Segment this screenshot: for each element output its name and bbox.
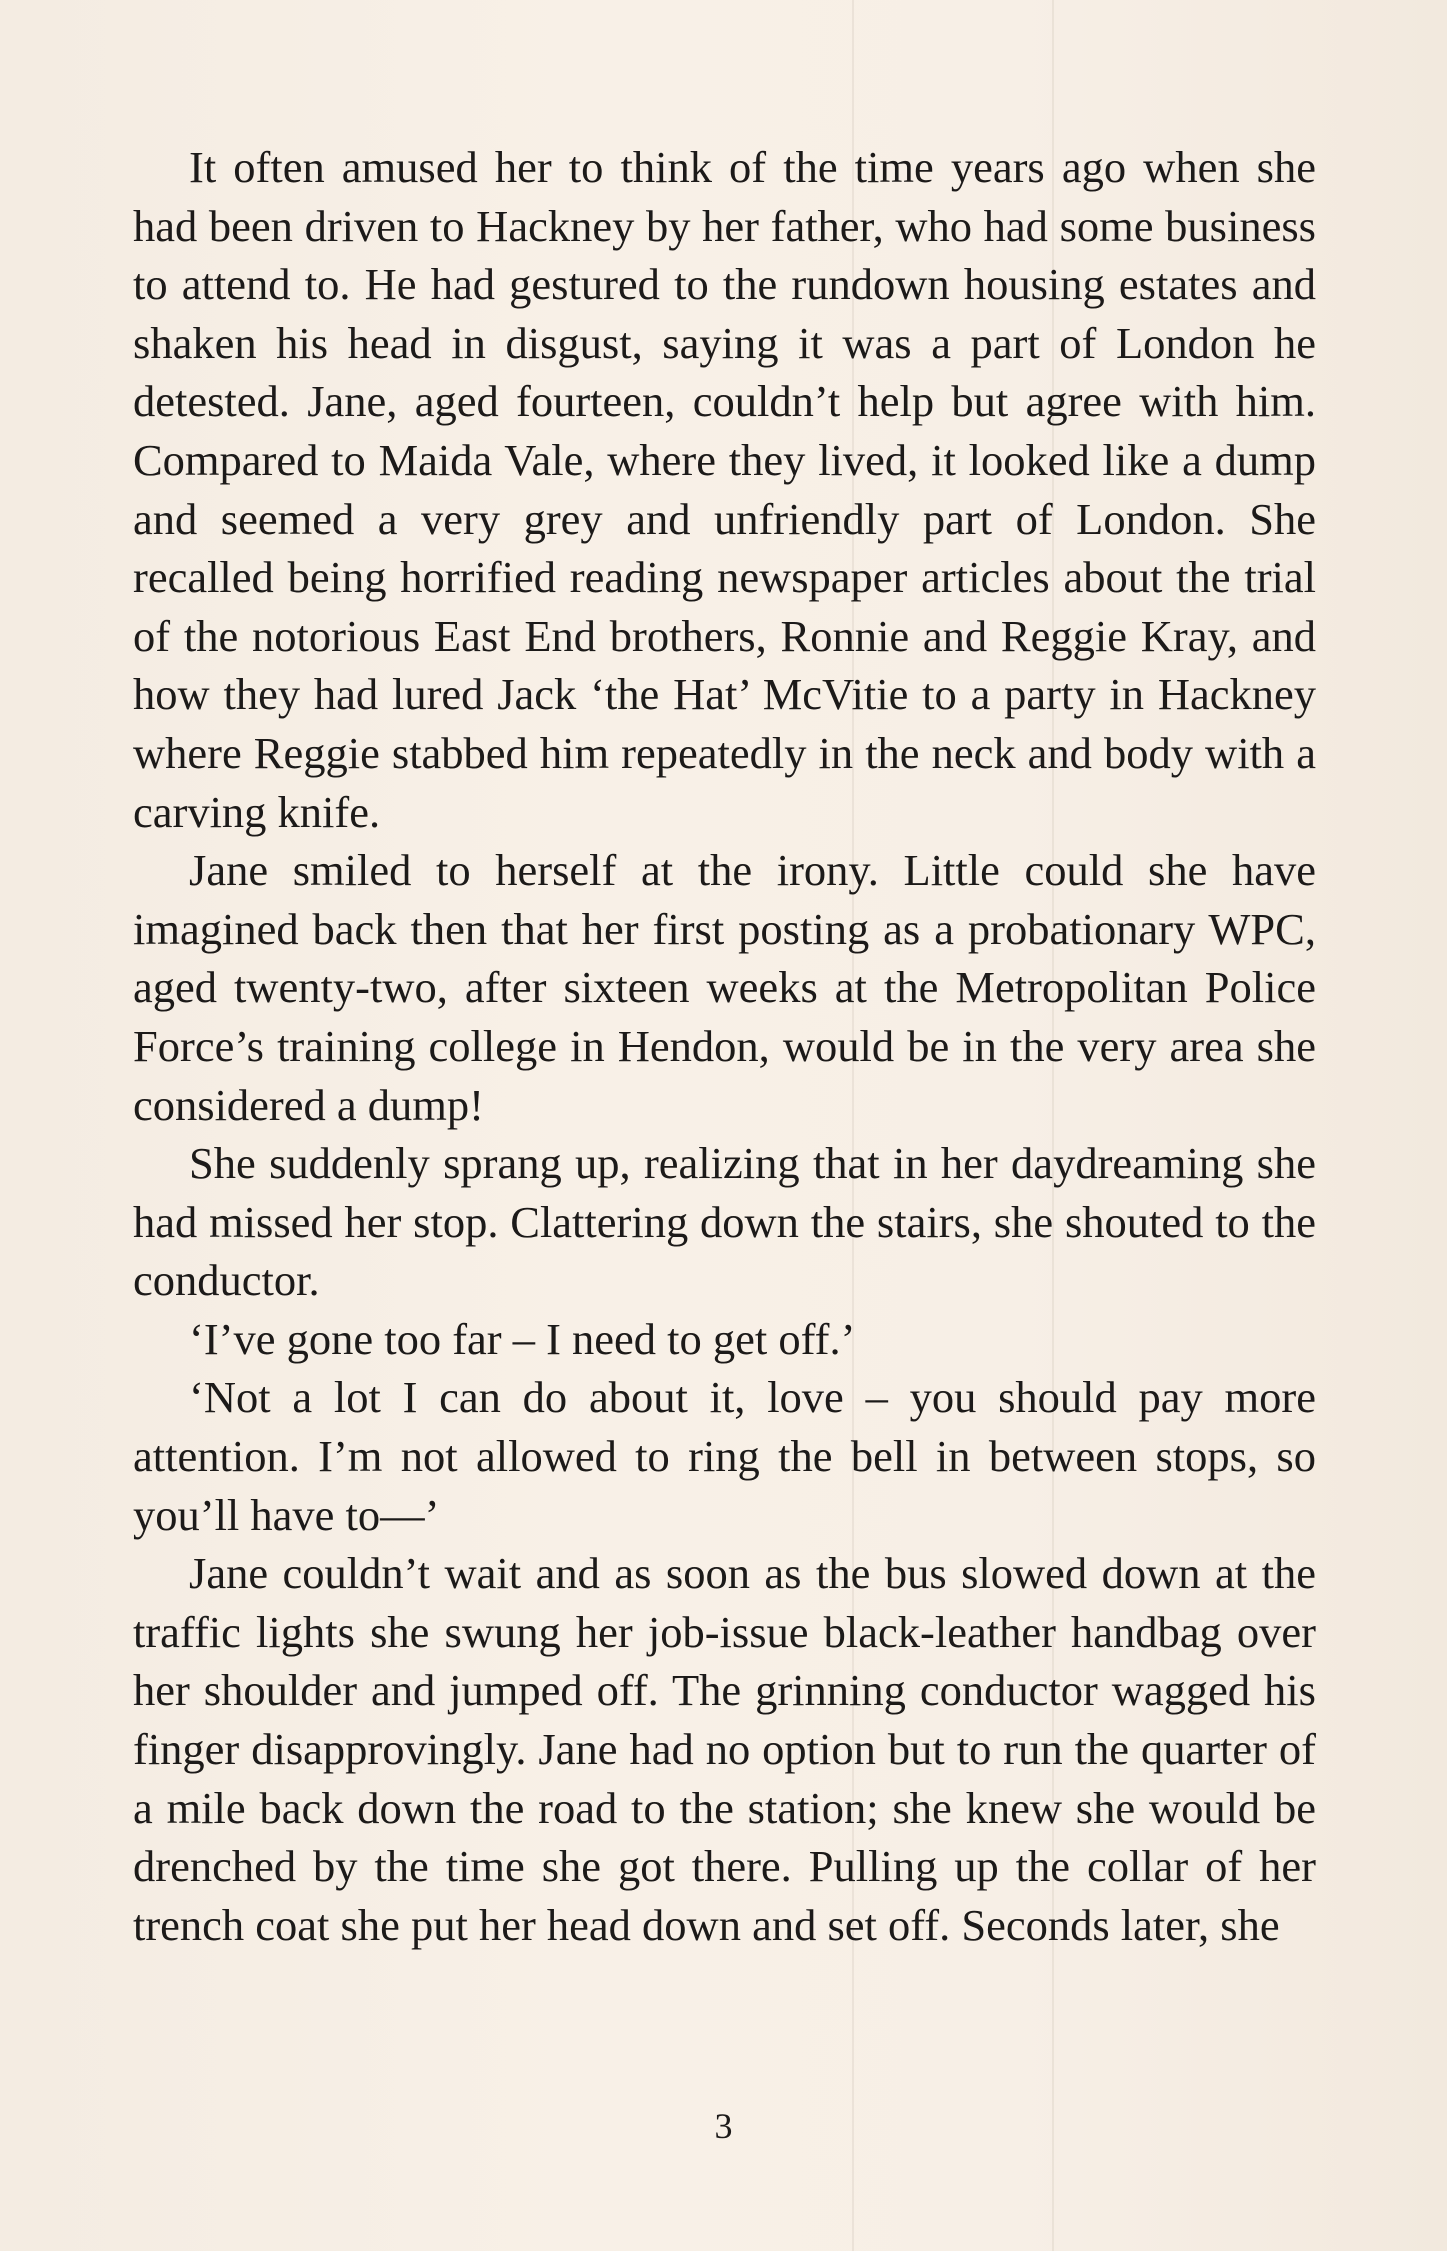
paragraph-2: Jane smiled to herself at the irony. Little could she have imagined back then that her first posting as a probationary WPC, aged twenty-two, after sixteen weeks at the Metropolitan Police Force’s training college in Hendon, would be in the very area she considered a dump! — [133, 845, 1316, 1130]
paragraph-3: She suddenly sprang up, realizing that in her daydreaming she had missed her stop. Clattering down the stairs, she shouted to the conductor. — [133, 1138, 1316, 1306]
paragraph-5: ‘Not a lot I can do about it, love – you should pay more attention. I’m not allowed to ring the bell in between stops, so you’ll have to—’ — [133, 1372, 1316, 1540]
body-text — [133, 138, 1316, 1954]
paragraph-6: Jane couldn’t wait and as soon as the bus slowed down at the traffic lights she swung her job-issue black-leather handbag over her shoulder and jumped off. The grinning conductor wagged his finger disapprovingly. Jane had no option but to run the quarter of a mile back down the road to the station; she knew she would be drenched by the time she got there. Pulling up the collar of her trench coat she put her head down and set off. Seconds later, she — [133, 1548, 1316, 1950]
paragraph-4: ‘I’ve gone too far – I need to get off.’ — [189, 1313, 856, 1364]
paragraph-1: It often amused her to think of the time years ago when she had been driven to Hackney by her father, who had some business to attend to. He had gestured to the rundown housing estates and shaken his head in disgust, saying it was a part of London he detested. Jane, aged fourteen, couldn’t help but agree with him. Compared to Maida Vale, where they lived, it looked like a dump and seemed a very grey and unfriendly part of London. She recalled being horrified reading newspaper articles about the trial of the notorious East End brothers, Ronnie and Reggie Kray, and how they had lured Jack ‘the Hat’ McVitie to a party in Hackney where Reggie stabbed him repeatedly in the neck and body with a carving knife. — [133, 142, 1316, 837]
page-number: 3 — [714, 2106, 733, 2146]
